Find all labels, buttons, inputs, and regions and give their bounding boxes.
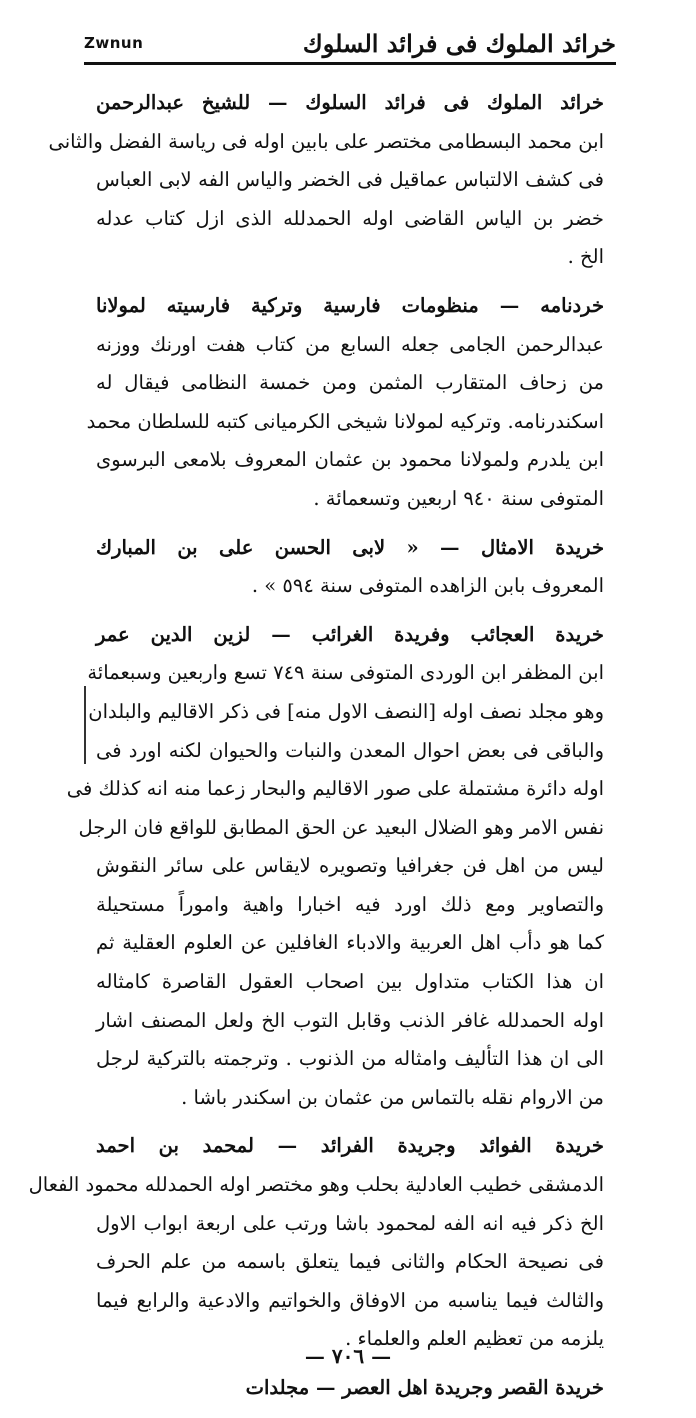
entry-line: كما هو دأب اهل العربية والادباء الغافلين عن العلوم العقلية ثم: [96, 931, 604, 955]
entry-line: يلزمه من تعظيم العلم والعلماء .: [345, 1327, 604, 1351]
running-header: [84, 26, 616, 60]
entry-line: الخ .: [567, 245, 604, 269]
entries-body: [28, 84, 604, 1418]
entry-line: فى نصيحة الحكام والثانى فيما يتعلق باسمه من علم الحرف: [96, 1250, 604, 1274]
entry-title-line: خريدة القصر وجريدة اهل العصر — مجلدات: [245, 1376, 604, 1399]
entry-line: فى كشف الالتباس عماقيل فى الخضر والياس الفه لابى العباس: [96, 168, 604, 192]
entry-line: والباقى فى بعض احوال المعدن والنبات والحيوان لكنه اورد فى: [96, 738, 604, 762]
entry-line: ابن محمد البسطامى مختصر على بابين اوله فى رياسة الفضل والثانى: [48, 129, 604, 153]
entry-line: ابن المظفر ابن الوردى المتوفى سنة ٧٤٩ تسع واربعين وسبعمائة: [87, 661, 604, 685]
entry-line: ابن يلدرم ولمولانا محمود بن عثمان المعروف بلامعى البرسوى: [96, 448, 604, 472]
entry-line: اوله الحمدلله غافر الذنب وقابل التوب الخ ولعل المصنف اشار: [96, 1008, 604, 1032]
entry-line: عبدالرحمن الجامى جعله السابع من كتاب هفت اورنك ووزنه: [96, 332, 604, 356]
entry: [96, 1369, 604, 1408]
entry-line: خضر بن الياس القاضى اوله الحمدلله الذى ازل كتاب عدله: [96, 206, 604, 230]
entry-line: نفس الامر وهو الضلال البعيد عن الحق المطابق للواقع فان الرجل: [78, 815, 604, 839]
entry-line: اوله دائرة مشتملة على صور الاقاليم والبحار زعما منه انه كذلك فى: [66, 777, 604, 801]
entry-title-line: خردنامه — منظومات فارسية وتركية فارسيته لمولانا: [96, 293, 604, 317]
header-rule: [84, 62, 616, 65]
margin-mark: [84, 686, 86, 764]
entry-title-line: خريدة الفوائد وجريدة الفرائد — لمحمد بن احمد: [96, 1134, 604, 1158]
entry-line: والثالث فيما يناسبه من الاوفاق والخواتيم والادعية والرابع فيما: [96, 1288, 604, 1312]
entry-line: اسكندرنامه. وتركيه لمولانا شيخى الكرميانى كتبه للسلطان محمد: [86, 409, 604, 433]
entry: [28, 1127, 604, 1359]
entry-line: المتوفى سنة ٩٤٠ اربعين وتسعمائة .: [313, 486, 604, 510]
entry-line: الدمشقى خطيب العادلية بحلب وهو مختصر اوله الحمدلله محمود الفعال: [28, 1173, 604, 1197]
header-code: Zwnun: [84, 34, 144, 52]
entry: [96, 529, 604, 606]
entry-line: الخ ذكر فيه انه الفه لمحمود باشا ورتب على اربعة ابواب الاول: [96, 1211, 604, 1235]
entry: [86, 287, 604, 519]
entry-line: من الاروام نقله بالتماس من عثمان بن اسكندر باشا .: [181, 1085, 604, 1109]
entry-line: من زحاف المتقارب المثمن ومن خمسة النظامى فيقال له: [96, 371, 604, 395]
entry-line: والتصاوير ومع ذلك اورد فيه اخبارا واهية واموراً مستحيلة: [96, 892, 604, 916]
entry-line: المعروف بابن الزاهده المتوفى سنة ٥٩٤ » .: [251, 574, 604, 598]
entry: [66, 616, 604, 1118]
entry-title-line: خرائد الملوك فى فرائد السلوك — للشيخ عبدالرحمن: [96, 91, 604, 114]
entry-line: الى ان هذا التأليف وامثاله من الذنوب . وترجمته بالتركية لرجل: [96, 1047, 604, 1071]
entry-title-line: خريدة العجائب وفريدة الغرائب — لزين الدين عمر: [96, 622, 604, 646]
entry: [48, 84, 604, 277]
entry-title-line: خريدة الامثال — « لابى الحسن على بن المبارك: [96, 535, 604, 559]
entry-line: ليس من اهل فن جغرافيا وتصويره لايقاس على سائر النقوش: [96, 854, 604, 878]
page-number: — ٧٠٦ —: [304, 1344, 392, 1368]
entry-line: وهو مجلد نصف اوله [النصف الاول منه] فى ذكر الاقاليم والبلدان: [88, 699, 604, 723]
entry-line: ان هذا الكتاب متداول بين اصحاب العقول القاصرة كامثاله: [96, 970, 604, 994]
header-title: خرائد الملوك فى فرائد السلوك: [302, 28, 616, 58]
